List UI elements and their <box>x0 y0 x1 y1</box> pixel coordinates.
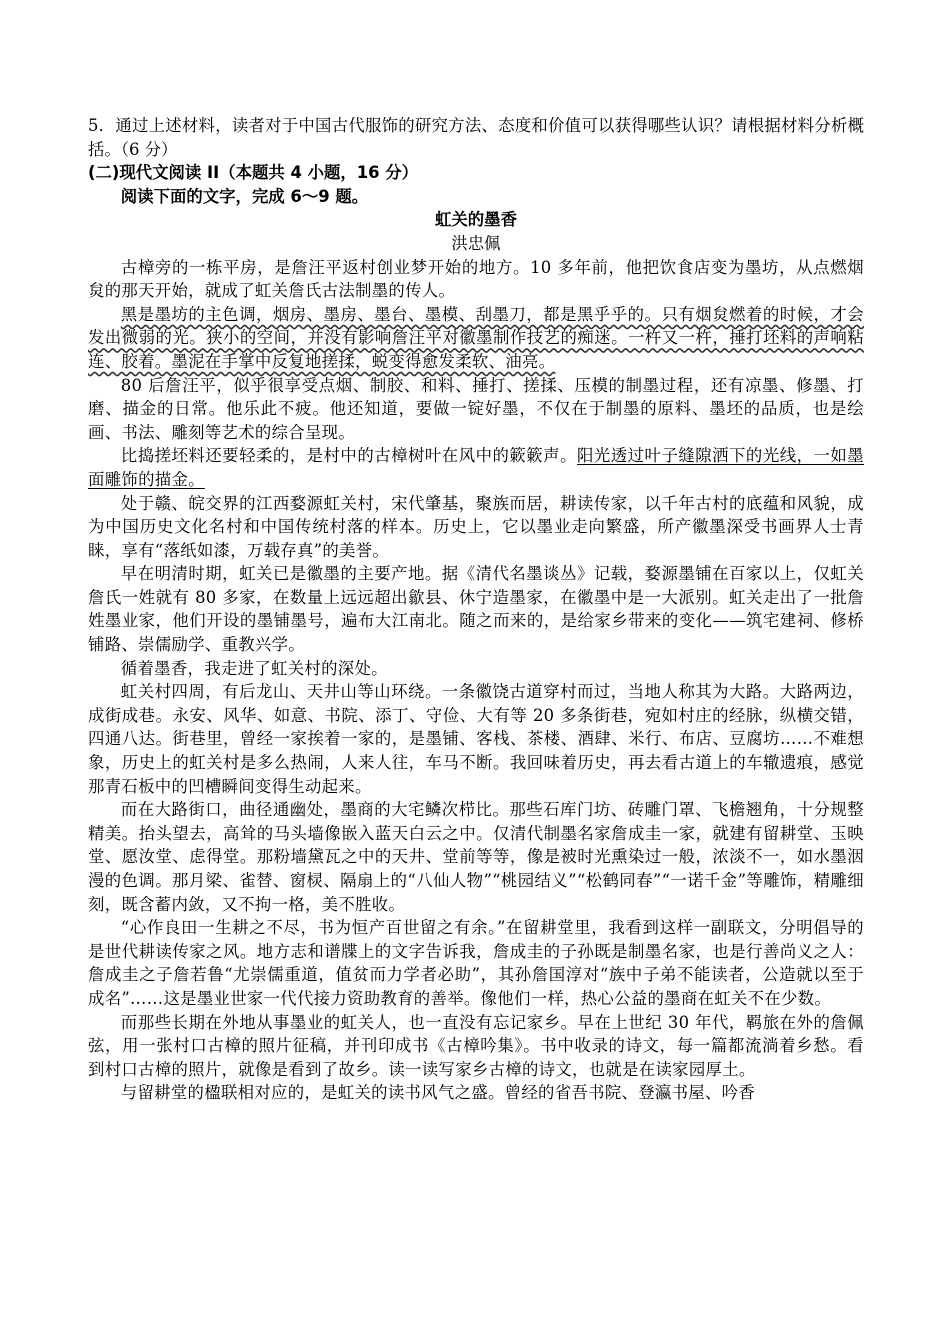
paragraph-6: 早在明清时期，虹关已是徽墨的主要产地。据《清代名墨谈丛》记载，婺源墨铺在百家以上，仅虹关詹氏一姓就有 80 多家，在数量上远远超出歙县、休宁造墨家，在徽墨中是一大派别。虹关走出了一批詹姓墨业家，他们开设的墨铺墨号，遍布大江南北。随之而来的，是给家乡带来的变化——筑宅建祠、修桥铺路、崇儒励学、重教兴学。 <box>88 564 864 655</box>
article-title: 虹关的墨香 <box>435 210 517 230</box>
paragraph-9: 而在大路街口，曲径通幽处，墨商的大宅鳞次栉比。那些石库门坊、砖雕门罩、飞檐翘角，十分规整精美。抬头望去，高耸的马头墙像嵌入蓝天白云之中。仅清代制墨名家詹成圭一家，就建有留耕堂、玉映堂、愿汝堂、虑得堂。那粉墙黛瓦之中的天井、堂前等等，像是被时光熏染过一般，浓淡不一，如水墨洇漫的色调。那月梁、雀替、窗棂、隔扇上的“八仙人物”“桃园结义”“松鹤同春”“一诺千金”等雕饰，精雕细刻，既含蓄内敛，又不拘一格，美不胜收。 <box>88 800 864 914</box>
paragraph-4 <box>88 444 864 491</box>
question-5: 5．通过上述材料，读者对于中国古代服饰的研究方法、态度和价值可以获得哪些认识？请根据材料分析概括。（6 分） <box>88 116 864 159</box>
paragraph-7: 循着墨香，我走进了虹关村的深处。 <box>120 658 388 678</box>
paragraph-8: 虹关村四周，有后龙山、天井山等山环绕。一条徽饶古道穿村而过，当地人称其为大路。大路两边，成街成巷。永安、风华、如意、书院、添丁、守俭、大有等 20 多条街巷，宛如村庄的经脉，纵横交错，四通八达。街巷里，曾经一家挨着一家的，是墨铺、客栈、茶楼、酒肆、米行、布店、豆腐坊……不难想象，历史上的虹关村是多么热闹，人来人往，车马不断。我回味着历史，再去看古道上的车辙遗痕，感觉那青石板中的凹槽瞬间变得生动起来。 <box>88 682 864 796</box>
paragraph-5: 处于赣、皖交界的江西婺源虹关村，宋代肇基，聚族而居，耕读传家，以千年古村的底蕴和风貌，成为中国历史文化名村和中国传统村落的样本。历史上，它以墨业走向繁盛，所产徽墨深受书画界人士青睐，享有“落纸如漆，万载存真”的美誉。 <box>88 493 864 560</box>
section-instruction: 阅读下面的文字，完成 6～9 题。 <box>120 186 369 206</box>
wavy-underlined-text: 黑是墨坊的主色调，烟房、墨房、墨台、墨模、刮墨刀，都是黑乎乎的。只有烟炱燃着的时候，才会发出微弱的光。狭小的空间，并没有影响詹汪平对徽墨制作技艺的痴迷。一杵又一杵，捶打坯料的声响粘连、胶着。墨泥在手掌中反复地搓揉，蜕变得愈发柔软、油亮。 <box>88 304 864 371</box>
section-title: (二)现代文阅读 II（本题共 4 小题，16 分） <box>88 163 419 183</box>
paragraph-3: 80 后詹汪平，似乎很享受点烟、制胶、和料、捶打、搓揉、压模的制墨过程，还有凉墨、修墨、打磨、描金的日常。他乐此不疲。他还知道，要做一锭好墨，不仅在于制墨的原料、墨坯的品质，也是绘画、书法、雕刻等艺术的综合呈现。 <box>88 375 864 442</box>
paragraph-10: “心作良田一生耕之不尽，书为恒产百世留之有余。”在留耕堂里，我看到这样一副联文，分明倡导的是世代耕读传家之风。地方志和谱牒上的文字告诉我，詹成圭的子孙既是制墨名家，也是行善尚义之人：詹成圭之子詹若鲁“尤崇儒重道，值贫而力学者必助”，其孙詹国淳对“族中子弟不能读者，公造就以至于成名”……这是墨业世家一代代接力资助教育的善举。像他们一样，热心公益的墨商在虹关不在少数。 <box>88 918 864 1008</box>
paragraph-12: 与留耕堂的楹联相对应的，是虹关的读书风气之盛。曾经的省吾书院、登瀛书屋、吟香 <box>120 1083 756 1103</box>
underlined-text: 阳光透过叶子缝隙洒下的光线，一如墨面雕饰的描金。 <box>88 446 864 489</box>
paragraph-11: 而那些长期在外地从事墨业的虹关人，也一直没有忘记家乡。早在上世纪 30 年代，羁旅在外的詹佩弦，用一张村口古樟的照片征稿，并刊印成书《古樟吟集》。书中收录的诗文，每一篇都流淌着乡愁。看到村口古樟的照片，就像是看到了故乡。读一读写家乡古樟的诗文，也就是在读家园厚土。 <box>88 1012 864 1079</box>
article-author: 洪忠佩 <box>451 233 501 253</box>
paragraph-1: 古樟旁的一栋平房，是詹汪平返村创业梦开始的地方。10 多年前，他把饮食店变为墨坊，从点燃烟炱的那天开始，就成了虹关詹氏古法制墨的传人。 <box>88 257 864 301</box>
exam-page <box>88 114 864 1105</box>
paragraph-2 <box>88 303 864 374</box>
paragraph-4-text: 比捣搓坯料还要轻柔的，是村中的古樟树叶在风中的簌簌声。 <box>120 446 577 466</box>
